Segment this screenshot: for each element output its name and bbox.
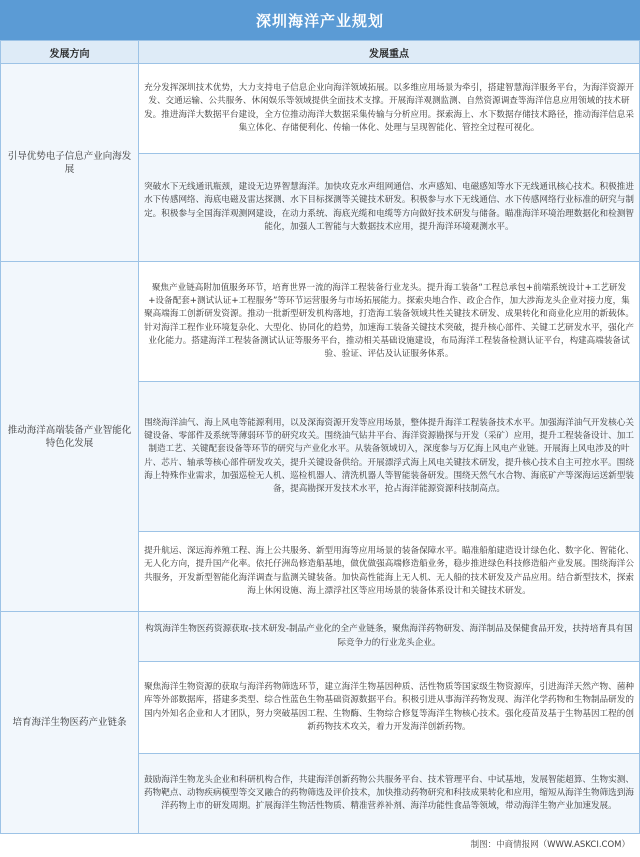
table-header-row	[1, 41, 640, 64]
focus-cell: 充分发挥深圳技术优势，大力支持电子信息企业向海洋领域拓展。以多维应用场景为牵引，搭建智慧海洋服务平台，为海洋资源开发、交通运输、公共服务、休闲娱乐等领域提供全面技术支撑。开展海洋观测监测、自然资源调查等海洋信息应用领域的技术研发。推进海洋大数据平台建设，全方位推动海洋大数据采集传输与分析应用。探索海上、水下数据存储技术路径，推动海洋信息采集立体化、存储便利化、传输一体化、处理与呈现智能化、管控全过程可视化。	[139, 64, 640, 154]
direction-cell: 培育海洋生物医药产业链条	[1, 612, 139, 834]
page-title: 深圳海洋产业规划	[0, 0, 640, 40]
table-row	[1, 64, 640, 154]
focus-cell: 突破水下无线通讯瓶颈，建设无边界智慧海洋。加快攻克水声组网通信、水声感知、电磁感知等水下无线通讯核心技术。积极推进水下传感网络、海底电磁及雷达探测、水下目标探测等关键技术研发。积极参与水下无线通信、水下传感网络行业标准的研究与制定。积极参与全国海洋观测网建设，在动力系统、海底光缆和电缆等方向做好技术研发与储备。瞄准海洋环境治理数据化和检测智能化，加强人工智能与大数据技术应用，提升海洋环境观测水平。	[139, 154, 640, 262]
table-row	[1, 262, 640, 382]
direction-cell: 引导优势电子信息产业向海发展	[1, 64, 139, 262]
plan-table	[0, 40, 640, 834]
header-focus: 发展重点	[139, 41, 640, 64]
focus-cell: 围绕海洋油气、海上风电等能源利用，以及深海资源开发等应用场景，整体提升海洋工程装备技术水平。加强海洋油气开发核心关键设备、零部件及系统等薄弱环节的研究攻关。围绕油气钻井平台、海洋资源勘探与开发（采矿）应用，提升工程装备设计、加工制造工艺、关键配套设备等环节的研究与产业化水平。从装备领域切入，深度参与万亿海上风电产业链。开展海上风电涉及的叶片、芯片、轴承等核心部件研发攻关，提升关键设备供给。开展漂浮式海上风电关键技术研发，提升核心技术自主可控水平。围绕海上特殊作业需求，加强巡检无人机、巡检机器人、清洗机器人等智能装备研发。围绕天然气水合物、海底矿产等深海运送新型装备，提高勘探开发技术水平，抢占海洋能源资源科技制高点。	[139, 382, 640, 532]
direction-cell: 推动海洋高端装备产业智能化特色化发展	[1, 262, 139, 612]
focus-cell: 构筑海洋生物医药资源获取-技术研发-制品产业化的全产业链条，聚焦海洋药物研发、海洋制品及保健食品开发，扶持培育具有国际竞争力的行业龙头企业。	[139, 612, 640, 662]
focus-cell: 提升航运、深远海养殖工程、海上公共服务、新型用海等应用场景的装备保障水平。瞄准船舶建造设计绿色化、数字化、智能化、无人化方向，提升国产化率。依托仔洲岛修造船基地，做优做强高端修造船业务，稳步推进绿色科技修造船产业发展。围绕海洋公共服务，开发新型智能化海洋调查与监测关键装备。加快高性能海上无人机、无人船的技术研发及产品应用。结合新型技术，探索海上休闲设施、海上漂浮社区等应用场景的装备体系设计和关键技术研发。	[139, 532, 640, 612]
table-row	[1, 612, 640, 662]
focus-cell: 聚焦海洋生物资源的获取与海洋药物筛选环节，建立海洋生物基因种质、活性物质等国家级生物资源库，引进海洋天然产物、菌种库等外部数据库，搭建多类型、综合性蓝色生物基础资源数据平台。积极引进从事海洋药物发现、海洋化学药物和生物制品研发的国内外知名企业和人才团队，努力突破基因工程、生物酶、生物综合修复等海洋生物核心技术。强化疫苗及基于生物基因工程的创新药物技术攻关，着力开发海洋创新药物。	[139, 662, 640, 754]
focus-cell: 聚焦产业链高附加值服务环节，培育世界一流的海洋工程装备行业龙头。提升海工装备“工程总承包+前端系统设计+工艺研发+设备配套+测试认证+工程服务”等环节运营服务与市场拓展能力。探索央地合作、政企合作，加大涉海龙头企业对接力度，集聚高端海工创新研发资源。推动一批新型研发机构落地，打造海工装备领域共性关键技术研发、成果转化和商业化应用的新载体。针对海洋工程作业环境复杂化、大型化、协同化的趋势，加速海工装备关键技术突破，提升核心部件、关键工艺研发水平，强化产业化能力。搭建海洋工程装备测试认证等服务平台，推动相关基础设施建设，布局海洋工程装备检测认证平台，构建高端装备试验、验证、评估及认证服务体系。	[139, 262, 640, 382]
source-credit: 制图：中商情报网（WWW.ASKCI.COM）	[470, 840, 630, 850]
focus-cell: 鼓励海洋生物龙头企业和科研机构合作，共建海洋创新药物公共服务平台、技术管理平台、中试基地，发展智能超算、生物实测、药物靶点、动物疾病模型等交叉融合的药物筛选及评价技术，加快推动药物研究和科技成果转化和应用，缩短从海洋生物筛选到海洋药物上市的研发周期。扩展海洋生物活性物质、精准营养补剂、海洋功能性食品等领域，带动海洋生物产业加速发展。	[139, 754, 640, 834]
header-direction: 发展方向	[1, 41, 139, 64]
